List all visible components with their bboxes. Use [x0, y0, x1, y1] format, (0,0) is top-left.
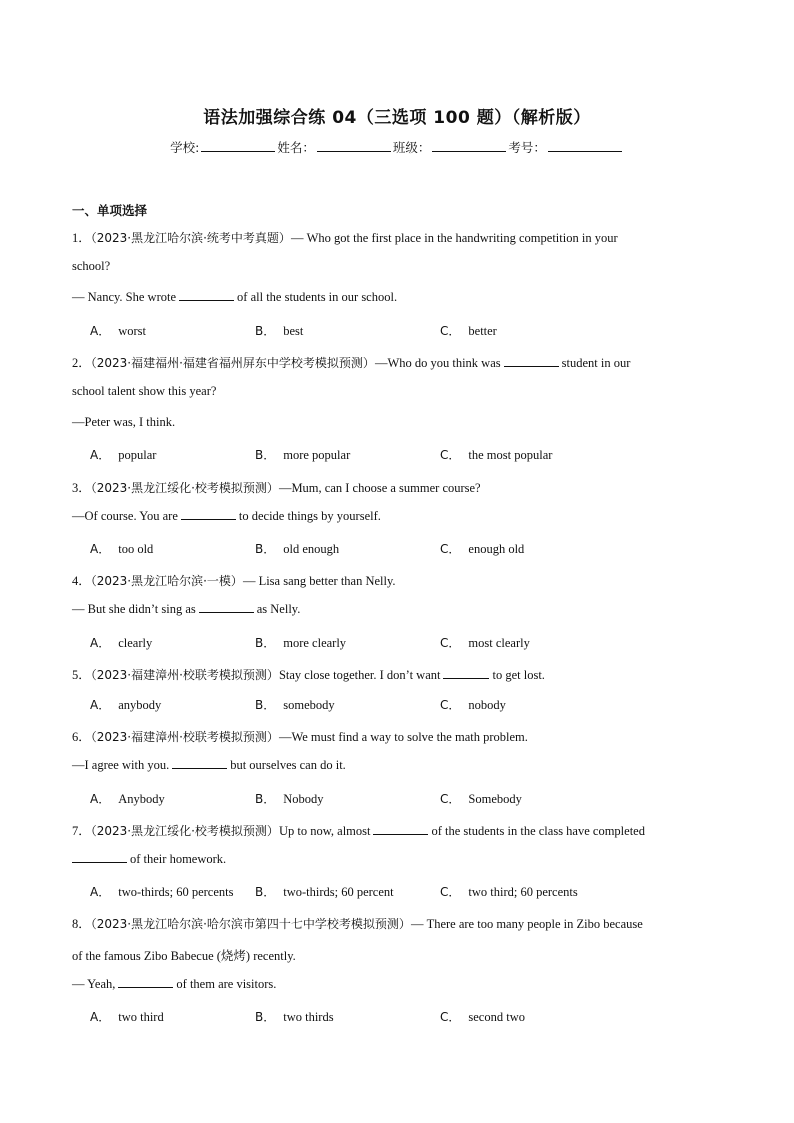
student-info-row	[0, 138, 794, 156]
question-text: of them are visitors.	[176, 977, 277, 991]
question-1-options	[90, 322, 770, 340]
question-text: of all the students in our school.	[237, 290, 398, 304]
question-number: 7．	[72, 824, 91, 838]
question-text: —We must find a way to solve the math problem.	[278, 730, 528, 744]
question-text: Stay close together. I don’t want	[278, 668, 441, 682]
answer-blank	[179, 290, 234, 301]
option-a[interactable]: A． popular	[90, 448, 157, 462]
question-1-line-3	[72, 290, 397, 305]
question-5-options	[90, 696, 770, 714]
question-source: （2023·福建漳州·校联考模拟预测）	[90, 668, 279, 682]
question-source: （2023·福建漳州·校联考模拟预测）	[90, 730, 279, 744]
option-b[interactable]: B． somebody	[255, 698, 335, 712]
question-text: to decide things by yourself.	[238, 509, 381, 523]
answer-blank	[72, 852, 127, 863]
option-a[interactable]: A． anybody	[90, 698, 162, 712]
question-number: 6．	[72, 730, 91, 744]
question-text: —I agree with you.	[72, 758, 170, 772]
question-text: student in our	[561, 356, 631, 370]
question-text: — Lisa sang better than Nelly.	[242, 574, 396, 588]
question-text: —Who do you think was	[374, 356, 501, 370]
question-text: — Nancy. She wrote	[72, 290, 177, 304]
option-c[interactable]: C． most clearly	[440, 636, 530, 650]
answer-blank	[118, 977, 173, 988]
question-source: （2023·黑龙江绥化·校考模拟预测）	[90, 824, 279, 838]
question-8-line-2: of the famous Zibo Babecue (烧烤) recently.	[72, 949, 296, 963]
class-label: 班级：	[392, 140, 431, 155]
option-b[interactable]: B． two thirds	[255, 1010, 334, 1024]
answer-blank	[181, 509, 236, 520]
question-text: Up to now, almost	[278, 824, 371, 838]
question-text: —Of course. You are	[72, 509, 178, 523]
option-a[interactable]: A． worst	[90, 324, 146, 338]
exam-no-label: 考号：	[508, 140, 546, 155]
question-number: 2．	[72, 356, 91, 370]
question-7-line-1	[72, 821, 645, 839]
question-8-options	[90, 1008, 770, 1026]
question-text: — But she didn’t sing as	[72, 602, 196, 616]
option-c[interactable]: C． second two	[440, 1010, 525, 1024]
question-text: — Who got the first place in the handwriting competition in your	[290, 231, 618, 245]
question-number: 5．	[72, 668, 91, 682]
question-text: of the students in the class have completed	[431, 824, 645, 838]
option-b[interactable]: B． old enough	[255, 542, 340, 556]
question-source: （2023·黑龙江绥化·校考模拟预测）	[90, 481, 279, 495]
option-b[interactable]: B． Nobody	[255, 792, 324, 806]
option-b[interactable]: B． more popular	[255, 448, 351, 462]
question-7-line-2	[72, 852, 226, 867]
option-a[interactable]: A． two third	[90, 1010, 164, 1024]
option-b[interactable]: B． two-thirds; 60 percent	[255, 885, 394, 899]
option-a[interactable]: A． too old	[90, 542, 154, 556]
question-text: —Mum, can I choose a summer course?	[278, 481, 481, 495]
page-title: 语法加强综合练 04（三选项 100 题）（解析版）	[203, 108, 591, 128]
answer-blank	[199, 602, 254, 613]
question-6-line-2	[72, 758, 346, 773]
question-source: （2023·福建福州·福建省福州屏东中学校考模拟预测）	[90, 356, 375, 370]
option-c[interactable]: C． the most popular	[440, 448, 553, 462]
question-5-line-1	[72, 665, 545, 683]
option-a[interactable]: A． two-thirds; 60 percents	[90, 885, 234, 899]
question-source: （2023·黑龙江哈尔滨·哈尔滨市第四十七中学校考模拟预测）	[90, 917, 411, 931]
question-number: 1．	[72, 231, 91, 245]
question-8-line-3	[72, 977, 276, 992]
exam-no-blank[interactable]	[548, 140, 622, 152]
option-c[interactable]: C． two third; 60 percents	[440, 885, 578, 899]
answer-blank	[504, 356, 559, 367]
question-text: — There are too many people in Zibo because	[410, 917, 643, 931]
question-4-line-1	[72, 571, 396, 589]
question-3-options	[90, 540, 770, 558]
question-3-line-2	[72, 509, 381, 524]
question-2-line-3: —Peter was, I think.	[72, 415, 176, 429]
question-6-options	[90, 790, 770, 808]
question-text: of their homework.	[130, 852, 227, 866]
question-text: as Nelly.	[256, 602, 301, 616]
answer-blank	[172, 758, 227, 769]
option-c[interactable]: C． enough old	[440, 542, 525, 556]
question-3-line-1	[72, 478, 481, 496]
question-text: but ourselves can do it.	[230, 758, 346, 772]
question-8-line-1	[72, 914, 643, 932]
question-text: — Yeah,	[72, 977, 116, 991]
question-6-line-1	[72, 727, 528, 745]
option-a[interactable]: A． Anybody	[90, 792, 165, 806]
option-c[interactable]: C． Somebody	[440, 792, 522, 806]
option-c[interactable]: C． better	[440, 324, 497, 338]
option-b[interactable]: B． more clearly	[255, 636, 347, 650]
question-1-line-2: school?	[72, 259, 111, 273]
question-1-line-1	[72, 228, 618, 246]
option-a[interactable]: A． clearly	[90, 636, 153, 650]
question-source: （2023·黑龙江哈尔滨·统考中考真题）	[90, 231, 291, 245]
option-b[interactable]: B． best	[255, 324, 304, 338]
question-4-line-2	[72, 602, 300, 617]
question-number: 8．	[72, 917, 91, 931]
option-c[interactable]: C． nobody	[440, 698, 506, 712]
section-title: 一、单项选择	[72, 203, 148, 218]
name-blank[interactable]	[317, 140, 391, 152]
school-label: 学校:	[170, 140, 200, 155]
class-blank[interactable]	[432, 140, 506, 152]
question-2-options	[90, 446, 770, 464]
school-blank[interactable]	[201, 140, 275, 152]
question-text: to get lost.	[492, 668, 545, 682]
question-2-line-1	[72, 353, 630, 371]
question-2-line-2: school talent show this year?	[72, 384, 217, 398]
question-number: 3．	[72, 481, 91, 495]
question-4-options	[90, 634, 770, 652]
question-source: （2023·黑龙江哈尔滨·一模）	[90, 574, 243, 588]
answer-blank	[373, 824, 428, 835]
question-7-options	[90, 883, 770, 901]
answer-blank	[443, 668, 489, 679]
question-number: 4．	[72, 574, 91, 588]
name-label: 姓名：	[277, 140, 315, 155]
